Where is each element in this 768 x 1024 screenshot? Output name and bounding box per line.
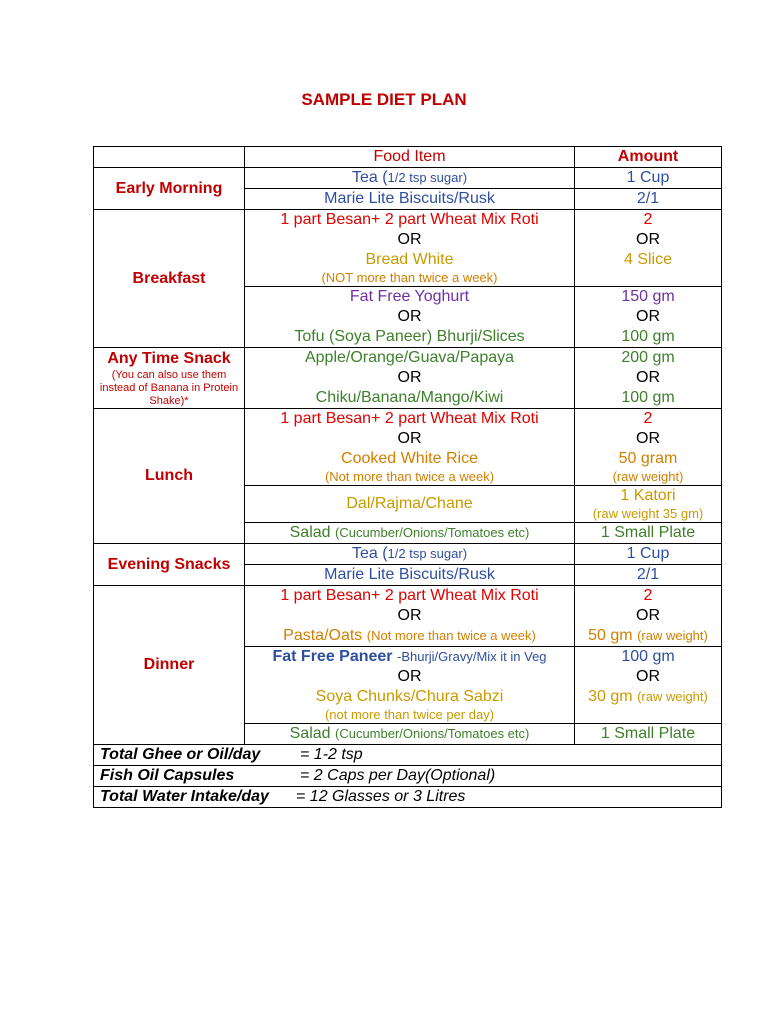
dinner-paneer-amount: 100 gm — [621, 648, 675, 665]
header-blank-cell — [94, 147, 245, 168]
table-row — [94, 210, 722, 287]
footer-row-ghee — [94, 745, 722, 766]
or-label: OR — [636, 369, 660, 386]
breakfast-option-2 — [245, 287, 575, 348]
breakfast-tofu: Tofu (Soya Paneer) Bhurji/Slices — [294, 328, 525, 345]
tea-sugar-text: tsp sugar) — [405, 546, 468, 561]
tea-fraction: 1/2 — [387, 170, 406, 185]
meal-any-time-snack — [94, 348, 245, 409]
evening-tea-amount: 1 Cup — [575, 544, 722, 565]
fish-oil-label: Fish Oil Capsules — [100, 767, 235, 784]
dinner-soya-amount-note: (raw weight) — [637, 689, 708, 704]
dinner-option-2-amount — [575, 647, 722, 724]
or-label: OR — [397, 231, 422, 248]
dinner-pasta-amount-line — [575, 626, 721, 646]
dinner-soya-amount-line — [575, 687, 721, 707]
header-food-item: Food Item — [245, 147, 575, 168]
table-header-row — [94, 147, 722, 168]
snack-amounts — [575, 348, 722, 409]
lunch-option-1-amount — [575, 409, 722, 486]
evening-tea-item — [245, 544, 575, 565]
page-title: SAMPLE DIET PLAN — [301, 90, 467, 109]
dinner-soya-amount: 30 gm — [588, 688, 633, 705]
tea-sugar-text: tsp sugar) — [405, 170, 468, 185]
breakfast-roti: 1 part Besan+ 2 part Wheat Mix Roti — [280, 211, 539, 228]
ghee-label: Total Ghee or Oil/day — [100, 746, 261, 763]
breakfast-bread-amount: 4 Slice — [623, 251, 673, 268]
dinner-roti: 1 part Besan+ 2 part Wheat Mix Roti — [280, 587, 539, 604]
snack-label: Any Time Snack — [107, 349, 231, 367]
lunch-rice-amount-note: (raw weight) — [612, 469, 684, 484]
or-label: OR — [636, 231, 660, 248]
breakfast-option-1-amount — [575, 210, 722, 287]
dinner-option-1-amount — [575, 586, 722, 647]
dinner-pasta-line — [245, 626, 574, 646]
or-label: OR — [636, 607, 660, 624]
early-biscuits-item: Marie Lite Biscuits/Rusk — [245, 189, 575, 210]
tea-fraction: 1/2 — [387, 546, 406, 561]
meal-early-morning: Early Morning — [94, 168, 245, 210]
dinner-soya-note: (not more than twice per day) — [324, 707, 495, 722]
table-row — [94, 409, 722, 486]
breakfast-roti-amount: 2 — [643, 211, 653, 228]
early-tea-item — [245, 168, 575, 189]
fish-oil-value: = 2 Caps per Day(Optional) — [300, 767, 496, 784]
dinner-pasta-amount: 50 gm — [588, 627, 633, 644]
breakfast-yoghurt-amount: 150 gm — [621, 288, 675, 305]
breakfast-bread: Bread White — [365, 251, 454, 268]
or-label: OR — [636, 430, 660, 447]
dinner-option-1 — [245, 586, 575, 647]
diet-plan-table — [93, 146, 722, 808]
footer-row-fish-oil — [94, 766, 722, 787]
dinner-pasta-amount-note: (raw weight) — [637, 628, 708, 643]
dinner-salad-note: (Cucumber/Onions/Tomatoes etc) — [335, 726, 530, 741]
lunch-dal-amount-cell — [575, 486, 722, 523]
or-label: OR — [636, 308, 660, 325]
spacer — [575, 707, 721, 723]
lunch-rice-note: (Not more than twice a week) — [324, 469, 495, 484]
spacer — [575, 270, 721, 286]
or-label: OR — [397, 668, 422, 685]
dinner-salad-cell — [245, 724, 575, 745]
or-label: OR — [397, 308, 422, 325]
table-row — [94, 544, 722, 565]
breakfast-bread-note: (NOT more than twice a week) — [321, 270, 498, 285]
breakfast-option-1 — [245, 210, 575, 287]
breakfast-option-2-amount — [575, 287, 722, 348]
dinner-paneer-line — [245, 647, 574, 667]
lunch-roti-amount: 2 — [643, 410, 653, 427]
lunch-dal-amount-note: (raw weight 35 gm) — [592, 506, 704, 521]
meal-lunch: Lunch — [94, 409, 245, 544]
header-amount: Amount — [575, 147, 722, 168]
lunch-salad-note: (Cucumber/Onions/Tomatoes etc) — [335, 525, 530, 540]
meal-breakfast: Breakfast — [94, 210, 245, 348]
evening-biscuits-item: Marie Lite Biscuits/Rusk — [245, 565, 575, 586]
lunch-rice: Cooked White Rice — [341, 450, 478, 467]
snack-fruits-1: Apple/Orange/Guava/Papaya — [304, 349, 515, 366]
table-row — [94, 348, 722, 409]
lunch-salad: Salad — [289, 524, 331, 541]
dinner-salad: Salad — [289, 725, 331, 742]
snack-fruits-1-amount: 200 gm — [621, 349, 675, 366]
lunch-rice-amount: 50 gram — [618, 450, 678, 467]
dinner-pasta-note: (Not more than twice a week) — [366, 628, 536, 643]
tea-text: Tea ( — [351, 545, 388, 562]
or-label: OR — [397, 607, 422, 624]
dinner-salad-amount: 1 Small Plate — [575, 724, 722, 745]
snack-fruits-2-amount: 100 gm — [621, 389, 675, 406]
or-label: OR — [397, 430, 422, 447]
or-label: OR — [397, 369, 422, 386]
snack-items — [245, 348, 575, 409]
tea-text: Tea ( — [351, 169, 388, 186]
lunch-option-1 — [245, 409, 575, 486]
table-row — [94, 168, 722, 189]
water-value: = 12 Glasses or 3 Litres — [296, 788, 466, 805]
snack-note: (You can also use them instead of Banana in Protein Shake)* — [99, 368, 239, 407]
lunch-roti: 1 part Besan+ 2 part Wheat Mix Roti — [280, 410, 539, 427]
snack-fruits-2: Chiku/Banana/Mango/Kiwi — [315, 389, 504, 406]
meal-evening-snacks: Evening Snacks — [94, 544, 245, 586]
lunch-dal: Dal/Rajma/Chane — [245, 486, 575, 523]
dinner-soya: Soya Chunks/Chura Sabzi — [315, 688, 504, 705]
dinner-paneer-note: -Bhurji/Gravy/Mix it in Veg — [396, 649, 547, 664]
meal-dinner: Dinner — [94, 586, 245, 745]
lunch-salad-amount: 1 Small Plate — [575, 523, 722, 544]
breakfast-tofu-amount: 100 gm — [621, 328, 675, 345]
breakfast-yoghurt: Fat Free Yoghurt — [349, 288, 470, 305]
footer-row-water — [94, 787, 722, 808]
water-label: Total Water Intake/day — [100, 788, 269, 805]
or-label: OR — [636, 668, 660, 685]
early-tea-amount: 1 Cup — [575, 168, 722, 189]
lunch-salad-cell — [245, 523, 575, 544]
lunch-dal-amount: 1 Katori — [620, 487, 676, 504]
dinner-pasta: Pasta/Oats — [283, 627, 363, 644]
dinner-paneer: Fat Free Paneer — [272, 648, 393, 665]
ghee-value: = 1-2 tsp — [300, 746, 363, 763]
dinner-roti-amount: 2 — [643, 587, 653, 604]
dinner-option-2 — [245, 647, 575, 724]
early-biscuits-amount: 2/1 — [575, 189, 722, 210]
evening-biscuits-amount: 2/1 — [575, 565, 722, 586]
table-row — [94, 586, 722, 647]
